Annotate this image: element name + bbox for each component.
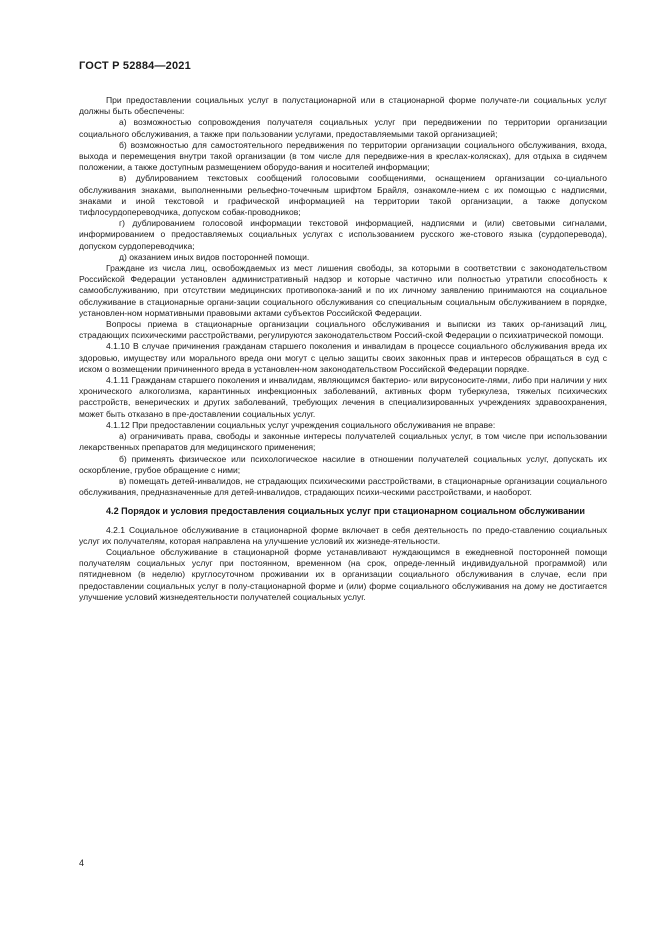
list-item: б) возможностью для самостоятельного передвижения по территории организации социального обслуживания, входа, выхода и перемещения внутри такой организации (в том числе для передвиже-ния в креслах-колясках), для отдыха в сидячем положении, а также доступным размещением оборудо-вания и носителей информации; [79,139,607,173]
paragraph: При предоставлении социальных услуг в полустационарной или в стационарной форме получате-ли социальных услуг должны быть обеспечены: [79,95,607,117]
paragraph: 4.1.10 В случае причинения гражданам старшего поколения и инвалидам в процессе социального обслуживания вреда их здоровью, имуществу или морального вреда они могут с целью защиты своих законных прав и интересов обращаться в суд с иском о возмещении причиненного вреда в установлен-ном законодательством Российской Федерации порядке. [79,341,607,374]
page-number: 4 [79,858,85,868]
list-item: г) дублированием голосовой информации текстовой информацией, надписями и (или) световыми сигналами, информированием о предоставляемых социальных услугах с использованием русского же-стового языка (сурдоперевода), допуском сурдопереводчика; [79,218,607,251]
list-item: а) возможностью сопровождения получателя социальных услуг при передвижении по территории организации социального обслуживания, а также при пользовании услугами, предоставляемыми такой организацией; [79,117,607,139]
paragraph: Социальное обслуживание в стационарной форме устанавливают нуждающимся в ежедневной посторонней помощи получателям социальных услуг при постоянном, временном (на срок, опреде-ленный индивидуальной программой) или пятидневном (в неделю) круглосуточном проживании их в организации социального обслуживания в случае, если при предоставлении социальных услуг в полу-стационарной форме и (или) форме социального обслуживания на дому не достигается улучшение условий жизнедеятельности получателей социальных услуг. [79,546,607,602]
paragraph: Граждане из числа лиц, освобождаемых из мест лишения свободы, за которыми в соответствии с законодательством Российской Федерации установлен административный надзор и которые частично или полностью утратили способность к самообслуживанию, при отсутствии медицинских противопока-заний и по их личному заявлению принимаются на социальное обслуживание в стационарные органи-зации социального обслуживания со специальным социальным обслуживанием в порядке, установлен-ном нормативными правовыми актами субъектов Российской Федерации. [79,263,607,318]
list-item: а) ограничивать права, свободы и законные интересы получателей социальных услуг, в том числе при использовании лекарственных препаратов для медицинского применения; [79,431,607,453]
list-item: б) применять физическое или психологическое насилие в отношении получателей социальных услуг, допускать их оскорбление, грубое обращение с ними; [79,453,607,475]
paragraph: Вопросы приема в стационарные организации социального обслуживания и выписки из таких ор-ганизаций лиц, страдающих психическими расстройствами, регулируются законодательством Россий-ской Федерации о психиатрической помощи. [79,319,607,341]
list-item: в) дублированием текстовых сообщений голосовыми сообщениями, оснащением организации со-циального обслуживания знаками, выполненными рельефно-точечным шрифтом Брайля, ознакомле-нием с их помощью с надписями, знаками и иной текстовой и графической информацией на территории такой организации, а также допуском тифлосурдопереводчика, допуском собак-проводников; [79,173,607,218]
paragraph: 4.1.12 При предоставлении социальных услуг учреждения социального обслуживания не вправе: [106,419,496,430]
list-item: д) оказанием иных видов посторонней помощи. [119,251,310,262]
paragraph: 4.1.11 Гражданам старшего поколения и инвалидам, являющимся бактерио- или вирусоносите-лями, либо при наличии у них хронического алкоголизма, карантинных инфекционных заболеваний, активных форм туберкулеза, тяжелых психических расстройств, венерических и других заболеваний, требующих лечения в специализированных учреждениях здравоохранения, может быть отказано в пре-доставлении социальных услуг. [79,375,607,419]
paragraph: 4.2.1 Социальное обслуживание в стационарной форме включает в себя деятельность по предо-ставлению социальных услуг их получателям, которая направлена на улучшение условий их жизнеде-ятельности. [79,524,607,546]
document-header: ГОСТ Р 52884—2021 [79,60,191,72]
section-heading: 4.2 Порядок и условия предоставления социальных услуг при стационарном социальном обслуживании [106,506,585,517]
document-body [79,95,607,603]
list-item: в) помещать детей-инвалидов, не страдающих психическими расстройствами, в стационарные организации социального обслуживания, предназначенные для детей-инвалидов, страдающих психи-ческими расстройствами, и наоборот. [79,475,607,498]
